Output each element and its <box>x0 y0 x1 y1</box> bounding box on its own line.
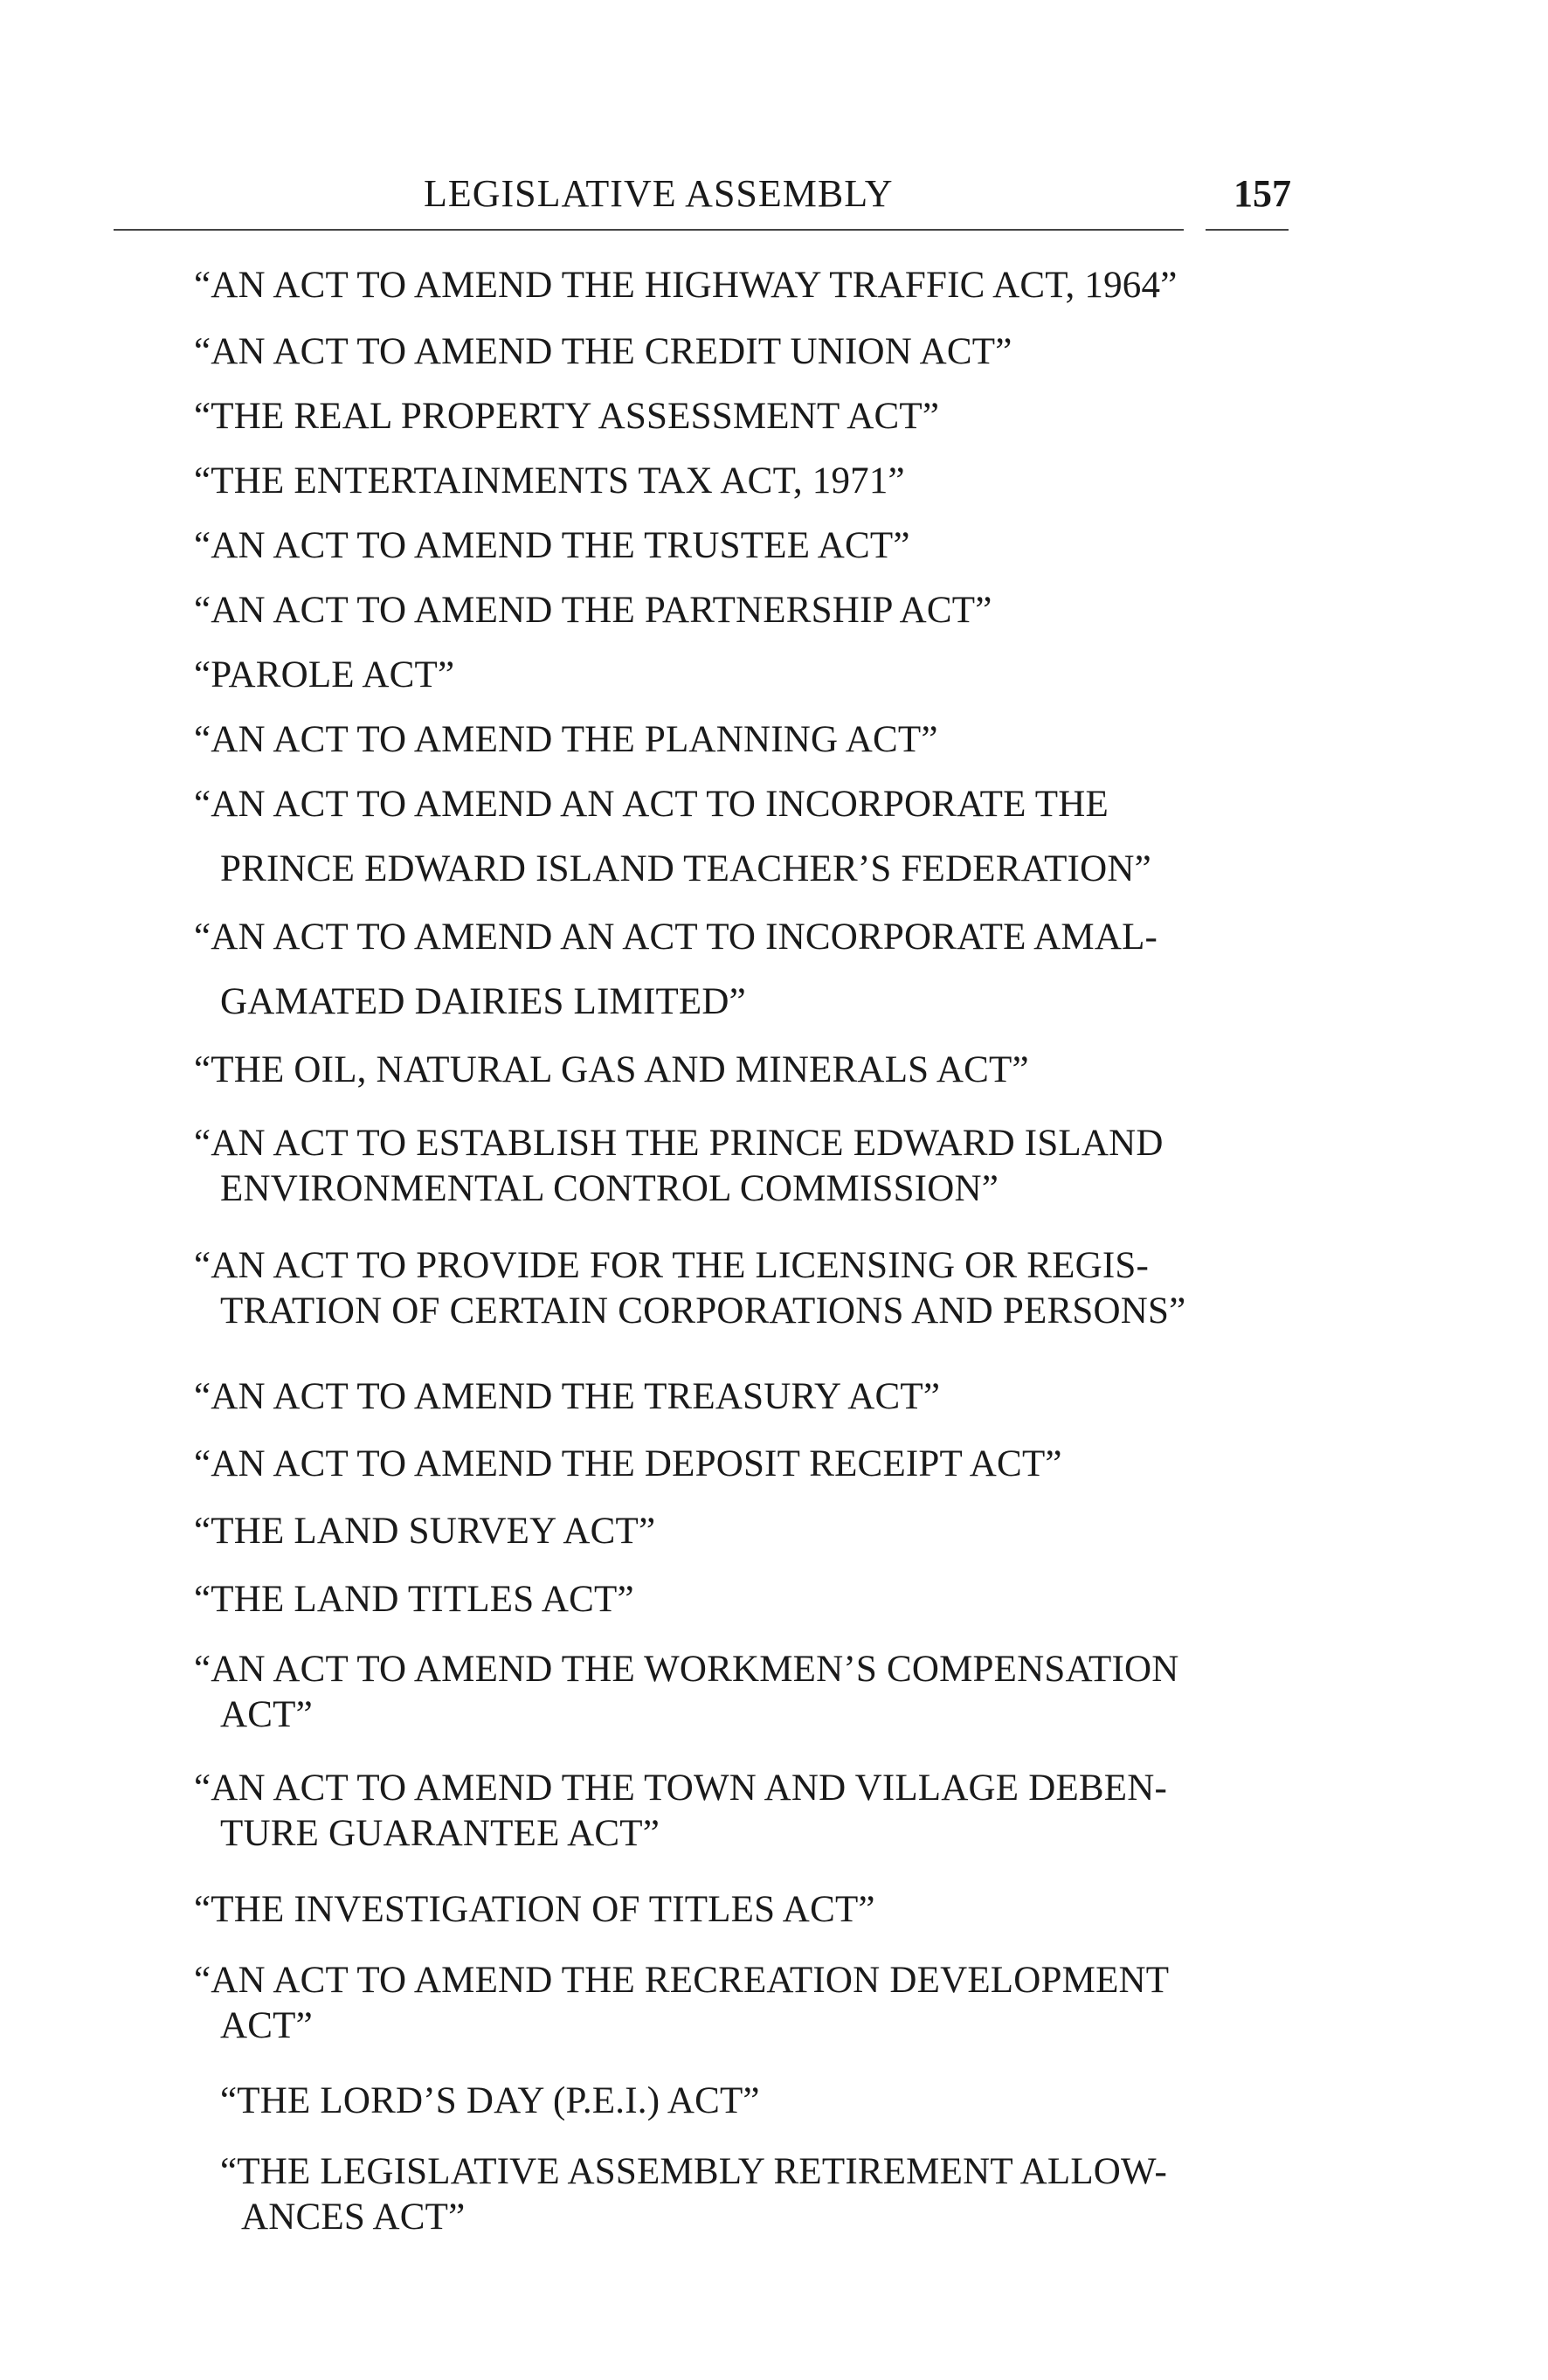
act-item <box>194 519 910 573</box>
act-item <box>194 454 905 509</box>
act-item <box>194 1573 634 1627</box>
act-title-line: “AN ACT TO AMEND THE DEPOSIT RECEIPT ACT” <box>194 1443 1062 1484</box>
act-title-line: “AN ACT TO AMEND THE PARTNERSHIP ACT” <box>194 590 992 631</box>
act-item <box>194 584 992 638</box>
act-title-line: “THE REAL PROPERTY ASSESSMENT ACT” <box>194 396 940 437</box>
act-item <box>194 1505 655 1559</box>
act-title-continuation: ACT” <box>220 1694 313 1735</box>
act-title-line: “THE LAND SURVEY ACT” <box>194 1511 656 1552</box>
act-item <box>194 325 1012 379</box>
act-title-continuation: PRINCE EDWARD ISLAND TEACHER’S FEDERATION” <box>220 848 1151 889</box>
act-item <box>194 1117 1164 1216</box>
act-title-line: “THE LEGISLATIVE ASSEMBLY RETIREMENT ALLOW- <box>220 2151 1167 2192</box>
act-title-line: “AN ACT TO AMEND THE CREDIT UNION ACT” <box>194 331 1012 372</box>
running-head <box>114 171 1291 232</box>
act-title-line: “AN ACT TO AMEND THE TRUSTEE ACT” <box>194 525 910 566</box>
act-item <box>194 1370 940 1424</box>
act-item <box>194 1954 1169 2053</box>
act-title-line: “THE INVESTIGATION OF TITLES ACT” <box>194 1889 875 1930</box>
act-title-line: “AN ACT TO AMEND THE TOWN AND VILLAGE DEBEN- <box>194 1768 1168 1809</box>
act-title-line: “THE LORD’S DAY (P.E.I.) ACT” <box>220 2080 760 2121</box>
act-item <box>194 648 454 702</box>
act-title-line: “AN ACT TO AMEND THE HIGHWAY TRAFFIC ACT, 1964” <box>194 265 1178 306</box>
act-item <box>194 1239 1185 1339</box>
act-title-line: “AN ACT TO AMEND AN ACT TO INCORPORATE THE <box>194 784 1109 825</box>
header-rule <box>114 229 1184 231</box>
act-item <box>194 259 1178 313</box>
act-title-line: “AN ACT TO PROVIDE FOR THE LICENSING OR REGIS- <box>194 1245 1150 1286</box>
act-title-line: “AN ACT TO AMEND THE TREASURY ACT” <box>194 1376 941 1417</box>
act-title-continuation: TURE GUARANTEE ACT” <box>220 1813 660 1854</box>
act-title-line: “AN ACT TO ESTABLISH THE PRINCE EDWARD ISLAND <box>194 1123 1164 1164</box>
act-title-continuation: GAMATED DAIRIES LIMITED” <box>220 981 746 1022</box>
act-item <box>194 1883 875 1937</box>
act-title-line: “AN ACT TO AMEND AN ACT TO INCORPORATE AMAL- <box>194 917 1158 958</box>
act-item <box>194 390 939 444</box>
act-title-line: “AN ACT TO AMEND THE WORKMEN’S COMPENSATION <box>194 1649 1179 1690</box>
act-title-continuation: ENVIRONMENTAL CONTROL COMMISSION” <box>220 1168 999 1209</box>
act-item <box>194 910 1158 1029</box>
act-item <box>194 713 938 767</box>
page-number-rule <box>1206 229 1289 231</box>
act-item <box>194 1043 1029 1097</box>
act-title-continuation: ANCES ACT” <box>241 2197 466 2238</box>
act-title-line: “THE ENTERTAINMENTS TAX ACT, 1971” <box>194 460 905 502</box>
act-title-line: “THE OIL, NATURAL GAS AND MINERALS ACT” <box>194 1049 1029 1090</box>
act-title-continuation: TRATION OF CERTAIN CORPORATIONS AND PERSONS” <box>220 1290 1186 1332</box>
page-number: 157 <box>1234 172 1291 215</box>
act-title-line: “AN ACT TO AMEND THE RECREATION DEVELOPMENT <box>194 1960 1170 2001</box>
act-item <box>194 1761 1167 1861</box>
act-item <box>194 778 1151 896</box>
act-title-line: “PAROLE ACT” <box>194 654 455 695</box>
act-item <box>220 2145 1167 2245</box>
act-title-continuation: ACT” <box>220 2005 313 2046</box>
act-title-line: “THE LAND TITLES ACT” <box>194 1579 634 1620</box>
act-item <box>194 1643 1178 1742</box>
act-item <box>220 2074 760 2128</box>
act-item <box>194 1437 1062 1491</box>
running-title: LEGISLATIVE ASSEMBLY <box>424 172 894 215</box>
act-title-line: “AN ACT TO AMEND THE PLANNING ACT” <box>194 719 938 760</box>
